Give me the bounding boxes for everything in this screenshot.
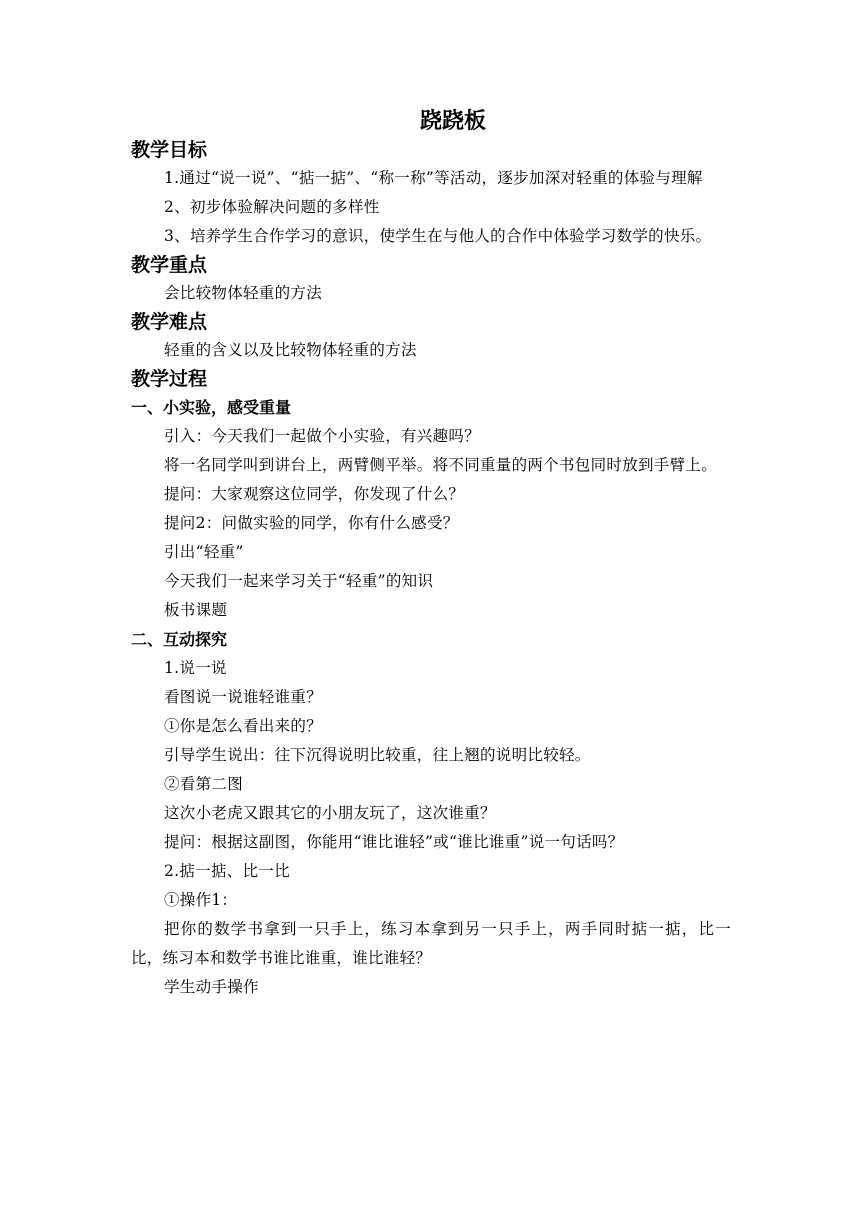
part2-line: ①你是怎么看出来的？ bbox=[164, 717, 323, 735]
key-points-heading: 教学重点 bbox=[131, 254, 208, 276]
part2-line: ②看第二图 bbox=[164, 775, 244, 793]
part2-line: 这次小老虎又跟其它的小朋友玩了，这次谁重？ bbox=[164, 804, 496, 822]
part2-line: 引导学生说出：往下沉得说明比较重，往上翘的说明比较轻。 bbox=[164, 746, 591, 764]
part2-line: 提问：根据这副图，你能用“谁比谁轻”或“谁比谁重”说一句话吗？ bbox=[164, 833, 624, 851]
part2-line: ①操作1： bbox=[164, 891, 238, 909]
part2-line: 把你的数学书拿到一只手上，练习本拿到另一只手上，两手同时掂一掂，比一比，练习本和数学书谁比谁重，谁比谁轻？ bbox=[131, 920, 731, 967]
page-title: 跷跷板 bbox=[419, 109, 486, 134]
part2-line: 学生动手操作 bbox=[164, 978, 259, 996]
part1-line: 将一名同学叫到讲台上，两臂侧平举。将不同重量的两个书包同时放到手臂上。 bbox=[164, 456, 718, 474]
key-points-text: 会比较物体轻重的方法 bbox=[164, 284, 323, 302]
part1-line: 今天我们一起来学习关于“轻重”的知识 bbox=[164, 572, 434, 590]
part1-line: 提问：大家观察这位同学，你发现了什么？ bbox=[164, 485, 465, 503]
objective-item: 1.通过“说一说”、“掂一掂”、“称一称”等活动，逐步加深对轻重的体验与理解 bbox=[164, 169, 703, 187]
process-heading: 教学过程 bbox=[131, 368, 208, 390]
difficulties-text: 轻重的含义以及比较物体轻重的方法 bbox=[164, 341, 417, 359]
objective-item: 3、培养学生合作学习的意识，使学生在与他人的合作中体验学习数学的快乐。 bbox=[164, 227, 712, 245]
part2-line: 看图说一说谁轻谁重？ bbox=[164, 688, 323, 706]
part2-heading: 二、互动探究 bbox=[131, 630, 228, 649]
part2-line: 2.掂一掂、比一比 bbox=[164, 862, 290, 880]
part1-line: 引入：今天我们一起做个小实验，有兴趣吗？ bbox=[164, 427, 481, 445]
difficulties-heading: 教学难点 bbox=[131, 311, 208, 333]
part1-line: 提问2：问做实验的同学，你有什么感受？ bbox=[164, 514, 459, 532]
part1-line: 板书课题 bbox=[164, 601, 228, 619]
part1-heading: 一、小实验，感受重量 bbox=[131, 398, 292, 417]
part2-line: 1.说一说 bbox=[164, 659, 227, 677]
document-body bbox=[131, 136, 731, 1002]
objectives-heading: 教学目标 bbox=[131, 139, 208, 161]
objective-item: 2、初步体验解决问题的多样性 bbox=[164, 198, 380, 216]
part1-line: 引出“轻重” bbox=[164, 543, 244, 561]
